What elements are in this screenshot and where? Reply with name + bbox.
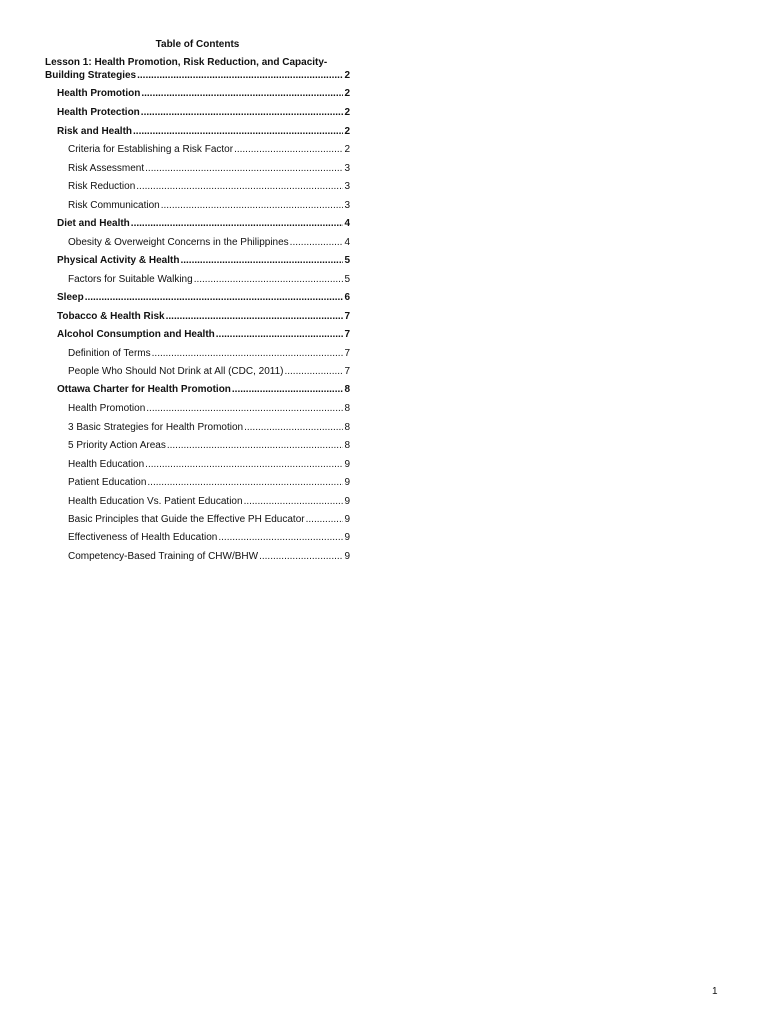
toc-entry-text: Criteria for Establishing a Risk Factor: [68, 144, 234, 155]
toc-entry-page: 8: [344, 422, 350, 433]
toc-title: Table of Contents: [155, 39, 240, 50]
toc-entry[interactable]: [68, 532, 350, 544]
leader-dots: [284, 366, 343, 378]
toc-entry[interactable]: [57, 126, 350, 138]
toc-entry-text: 5 Priority Action Areas: [68, 440, 166, 451]
leader-dots: [194, 274, 344, 286]
toc-entry-text: Health Promotion: [57, 88, 141, 99]
leader-dots: [234, 144, 343, 156]
toc-entry-text: People Who Should Not Drink at All (CDC, 2011): [68, 366, 284, 377]
toc-entry-page: 8: [344, 384, 350, 395]
leader-dots: [218, 532, 343, 544]
toc-entry-text: Building Strategies: [45, 70, 137, 81]
page-number: 1: [712, 986, 718, 997]
toc-entry[interactable]: [68, 496, 350, 508]
toc-entry-text: Diet and Health: [57, 218, 130, 229]
leader-dots: [141, 107, 344, 119]
toc-entry-page: 2: [344, 144, 350, 155]
leader-dots: [147, 477, 343, 489]
toc-entry-text: Effectiveness of Health Education: [68, 532, 218, 543]
toc-entry-text: Health Education Vs. Patient Education: [68, 496, 243, 507]
leader-dots: [131, 218, 344, 230]
toc-entry-text: Risk Assessment: [68, 163, 145, 174]
leader-dots: [145, 163, 343, 175]
toc-entry-page: 8: [344, 440, 350, 451]
toc-entry-text: Health Promotion: [68, 403, 146, 414]
leader-dots: [244, 422, 343, 434]
toc-entry-text: Factors for Suitable Walking: [68, 274, 193, 285]
toc-entry-text: Alcohol Consumption and Health: [57, 329, 215, 340]
leader-dots: [141, 88, 343, 100]
toc-entry-page: 5: [344, 274, 350, 285]
toc-entry[interactable]: [57, 384, 350, 396]
toc-entry-text: Competency-Based Training of CHW/BHW: [68, 551, 259, 562]
toc-entry-text: Risk Reduction: [68, 181, 136, 192]
toc-entry-page: 9: [344, 532, 350, 543]
toc-entry[interactable]: [68, 403, 350, 415]
toc-entry[interactable]: [57, 329, 350, 341]
toc-entry-page: 9: [344, 459, 350, 470]
toc-entry[interactable]: [68, 163, 350, 175]
toc-entry[interactable]: [57, 311, 350, 323]
leader-dots: [244, 496, 344, 508]
toc-entry-page: 2: [344, 70, 350, 81]
toc-entry[interactable]: [68, 200, 350, 212]
toc-entry-page: 7: [344, 348, 350, 359]
toc-entry-lesson[interactable]: [45, 70, 350, 82]
toc-entry-text: Obesity & Overweight Concerns in the Philippines: [68, 237, 289, 248]
toc-entry-text: Patient Education: [68, 477, 147, 488]
toc-entry[interactable]: [57, 218, 350, 230]
toc-entry-text: Ottawa Charter for Health Promotion: [57, 384, 231, 395]
toc-entry-page: 7: [344, 311, 350, 322]
toc-entry-page: 4: [344, 218, 350, 229]
toc-entry[interactable]: [68, 477, 350, 489]
toc-entry[interactable]: [68, 440, 350, 452]
toc-entry-page: 9: [344, 514, 350, 525]
toc-entry[interactable]: [57, 88, 350, 100]
leader-dots: [145, 459, 343, 471]
toc-entry-text: 3 Basic Strategies for Health Promotion: [68, 422, 244, 433]
toc-entry-text: Health Protection: [57, 107, 140, 118]
toc-entry-page: 5: [344, 255, 350, 266]
toc-entry[interactable]: [68, 274, 350, 286]
leader-dots: [167, 440, 344, 452]
toc-entry[interactable]: [68, 459, 350, 471]
leader-dots: [290, 237, 344, 249]
leader-dots: [166, 311, 344, 323]
toc-entry-page: 2: [344, 126, 350, 137]
leader-dots: [232, 384, 344, 396]
toc-entry-text: Definition of Terms: [68, 348, 151, 359]
toc-entry-text: Risk Communication: [68, 200, 160, 211]
toc-entry-text: Basic Principles that Guide the Effective PH Educator: [68, 514, 305, 525]
leader-dots: [152, 348, 344, 360]
leader-dots: [133, 126, 343, 138]
leader-dots: [137, 70, 343, 82]
toc-entry-page: 9: [344, 551, 350, 562]
toc-entry-page: 3: [344, 163, 350, 174]
toc-entry[interactable]: [68, 181, 350, 193]
toc-entry[interactable]: [57, 107, 350, 119]
toc-entry[interactable]: [68, 514, 350, 526]
toc-entry-page: 3: [344, 200, 350, 211]
toc-lesson-heading: Lesson 1: Health Promotion, Risk Reduction, and Capacity-: [45, 57, 328, 68]
toc-entry[interactable]: [68, 366, 350, 378]
leader-dots: [259, 551, 343, 563]
toc-entry-text: Health Education: [68, 459, 145, 470]
toc-entry-page: 6: [344, 292, 350, 303]
toc-entry-page: 2: [344, 88, 350, 99]
toc-entry-page: 4: [344, 237, 350, 248]
toc-entry-page: 3: [344, 181, 350, 192]
toc-entry-page: 7: [344, 329, 350, 340]
toc-entry-page: 8: [344, 403, 350, 414]
leader-dots: [180, 255, 343, 267]
toc-entry[interactable]: [68, 348, 350, 360]
toc-entry-page: 2: [344, 107, 350, 118]
toc-entry[interactable]: [68, 422, 350, 434]
toc-entry-text: Physical Activity & Health: [57, 255, 180, 266]
toc-entry[interactable]: [68, 144, 350, 156]
toc-entry[interactable]: [68, 551, 350, 563]
toc-entry-page: 9: [344, 496, 350, 507]
toc-entry[interactable]: [68, 237, 350, 249]
toc-entry-text: Sleep: [57, 292, 84, 303]
toc-entry[interactable]: [57, 292, 350, 304]
toc-entry-page: 7: [344, 366, 350, 377]
toc-entry-text: Tobacco & Health Risk: [57, 311, 165, 322]
leader-dots: [161, 200, 344, 212]
leader-dots: [306, 514, 344, 526]
leader-dots: [136, 181, 343, 193]
toc-entry-page: 9: [344, 477, 350, 488]
leader-dots: [85, 292, 344, 304]
toc-entry[interactable]: [57, 255, 350, 267]
leader-dots: [146, 403, 343, 415]
toc-entry-text: Risk and Health: [57, 126, 133, 137]
leader-dots: [216, 329, 344, 341]
